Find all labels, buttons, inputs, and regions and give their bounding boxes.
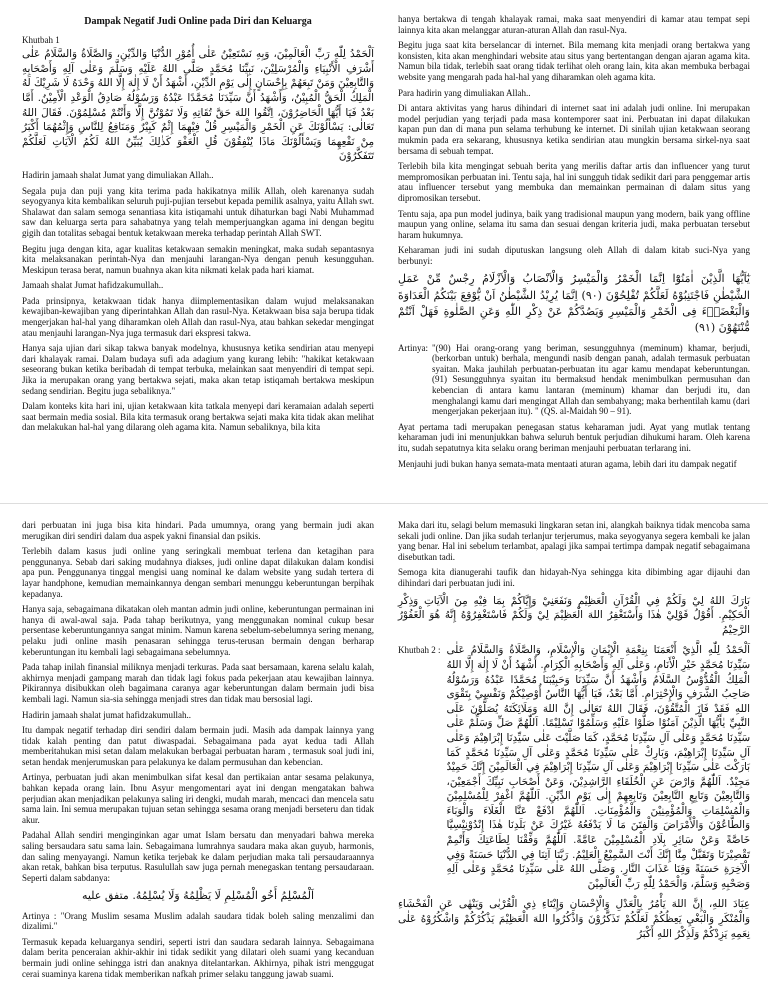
paragraph: Dalam konteks kita hari ini, ujian ketakwaan kita tatkala menyepi dari keramaian adalah seperti saat bermain media sosial. Bila kita termasuk orang bertakwa sejati maka kita tidak akan melihat dan melakukan hal-hal yang dilarang oleh agama kita. Namun sebaliknya, bila kita — [22, 401, 374, 433]
paragraph: Pada prinsipnya, ketakwaan tidak hanya diimplementasikan dalam wujud melaksanakan kewajiban-kewajiban yang diperintahkan Allah dan rasul-Nya. Ketakwaan bisa saja berupa tidak mengerjakan hal-hal yang diharamkan oleh Allah dan rasul-Nya, atau bahkan sekedar mengingat atau menjauhi larangan-Nya juga termasuk dari ekspresi takwa. — [22, 295, 374, 338]
paragraph: Menjauhi judi bukan hanya semata-mata mentaati aturan agama, lebih dari itu dampak negatif — [398, 458, 737, 469]
paragraph: Keharaman judi ini sudah diputuskan langsung oleh Allah di dalam kitab suci-Nya yang berbunyi: — [398, 245, 750, 266]
paragraph: Terlebih bila kita mengingat sebuah berita yang merilis daftar artis dan influencer yang turut mempromosikan perbuatan ini. Tentu saja, hal ini sungguh tidak sedikit dari para penggemar artis atau influencer tersebut yang membuka dan memainkan permainan di dalam situs yang dipromosikan tersebut. — [398, 161, 750, 203]
khutbah-1-label: Khutbah 1 — [22, 34, 60, 45]
paragraph: hanya bertakwa di tengah khalayak ramai, maka saat menyendiri di kamar atau tempat sepi lainnya kita akan melanggar aturan-aturan Allah dan rasul-Nya. — [398, 14, 750, 35]
page-1 — [0, 0, 768, 503]
khutbah-2-block — [398, 643, 750, 897]
paragraph: Begitu juga saat kita berselancar di internet. Bila memang kita menjadi orang bertakwa yang konsisten, kita akan menghindari website atau situs yang bertentangan dengan ajaran agama kita. Namun bila tidak, terlebih saat orang tidak terlihat oleh orang lain, kita akan membuka berbagai website yang mengarah pada hal-hal yang diharamkan oleh agama kita. — [398, 40, 750, 82]
arabic-opening: اَلْحَمْدُ لِلّٰهِ رَبِّ الْعَالَمِيْنَ، وَبِهِ نَسْتَعِيْنُ عَلٰى أُمُوْرِ الدُّنْيَا وَالدِّيْنِ، وَالصَّلَاةُ وَالسَّلَامُ عَلٰى أَشْرَفِ الْأَنْبِيَاءِ وَالْمُرْسَلِيْنَ، نَبِيِّنَا مُحَمَّدٍ صَلَّى اللهُ عَلَيْهِ وَسَلَّمَ وَعَلٰى آلِهِ وَأَصْحَابِهِ وَالتَّابِعِيْنَ وَمَنْ تَبِعَهُمْ بِإِحْسَانٍ إِلٰى يَوْمِ الدِّيْنِ، أَشْهَدُ أَنْ لَا إِلٰهَ إِلَّا اللهُ وَحْدَهُ لَا شَرِيْكَ لَهُ الْمَلِكُ الْحَقُّ الْمُبِيْنُ، وَأَشْهَدُ أَنَّ سَيِّدَنَا مُحَمَّدًا عَبْدُهُ وَرَسُوْلُهُ صَادِقُ الْوَعْدِ الْأَمِيْنُ. أَمَّا بَعْدُ فَيَا أَيُّهَا الْحَاضِرُوْنَ، اِتَّقُوا اللهَ حَقَّ تُقَاتِهِ وَلَا تَمُوْتُنَّ إِلَّا وَأَنْتُمْ مُسْلِمُوْنَ. فَقَالَ اللهُ تَعَالٰى: يَسْأَلُوْنَكَ عَنِ الْخَمْرِ وَالْمَيْسِرِ قُلْ فِيْهِمَا إِثْمٌ كَبِيْرٌ وَمَنَافِعُ لِلنَّاسِ وَإِثْمُهُمَا أَكْبَرُ مِنْ نَفْعِهِمَا وَيَسْأَلُوْنَكَ مَاذَا يُنْفِقُوْنَ قُلِ الْعَفْوَ كَذٰلِكَ يُبَيِّنُ اللهُ لَكُمُ الْآيَاتِ لَعَلَّكُمْ تَتَفَكَّرُوْنَ — [22, 48, 374, 163]
paragraph: Hadirin jamaah shalat jumat hafidzakumullah.. — [22, 709, 191, 720]
hadith-translation: Artinya : "Orang Muslim sesama Muslim adalah saudara tidak boleh saling menzalimi dan dizalimi." — [22, 910, 374, 932]
paragraph: Ayat pertama tadi merupakan penegasan status keharaman judi. Ayat yang mutlak tentang keharaman judi ini menunjukkan bahwa seluruh bentuk perjudian dihukumi haram. Oleh karena itu, sudah sepatutnya kita selaku orang beriman menjauhi perbuatan terlarang ini. — [398, 421, 750, 453]
translation-label: Artinya: — [398, 342, 428, 353]
paragraph: Hadirin jamaah shalat Jumat yang dimuliakan Allah.. — [22, 169, 214, 180]
paragraph: Terlebih dalam kasus judi online yang seringkali membuat terlena dan ketagihan para penggunanya. Sebab dari saking mudahnya diakses, judi online dapat dilakukan dalam kondisi apa pun. Penggunanya tinggal mengisi uang nominal ke dalam website yang sudah tertera di layar handphone, kemudian memainkannya dengan sembari menunggu keberuntungan berpihak kepadanya. — [22, 546, 374, 599]
khutbah-2-label: Khutbah 2 : — [398, 645, 441, 656]
paragraph: Padahal Allah sendiri menginginkan agar umat Islam bersatu dan menyadari bahwa mereka saling bersaudara satu sama lain. Sebagaimana lumrahnya saudara maka akan guyub, harmonis, dan saling menyayangi. Namun ketika terjebak ke dalam perjudian maka tali persaudaraannya akan retak, bahkan bisa terputus. Rasulullah saw juga pernah menegaskan tentang persaudaraan. Seperti dalam sabdanya: — [22, 830, 374, 883]
arabic-quran-verse: يٰٓاَيُّهَا الَّذِيْنَ اٰمَنُوْٓا اِنَّمَا الْخَمْرُ وَالْمَيْسِرُ وَالْاَنْصَابُ وَالْاَزْلَامُ رِجْسٌ مِّنْ عَمَلِ الشَّيْطٰنِ فَاجْتَنِبُوْهُ لَعَلَّكُمْ تُفْلِحُوْنَ (٩٠) اِنَّمَا يُرِيْدُ الشَّيْطٰنُ اَنْ يُّوْقِعَ بَيْنَكُمُ الْعَدَاوَةَ وَالْبَغْضَاۤءَ فِى الْخَمْرِ وَالْمَيْسِرِ وَيَصُدَّكُمْ عَنْ ذِكْرِ اللّٰهِ وَعَنِ الصَّلٰوةِ فَهَلْ اَنْتُمْ مُّنْتَهُوْنَ (٩١) — [398, 272, 750, 335]
paragraph: Pada tahap inilah finansial miliknya menjadi terkuras. Pada saat bersamaan, karena selalu kalah, akhirnya menjadi gampang marah dan tidak lagi fokus pada pekerjaan atau kewajiban lainnya. Pikirannya disibukkan oleh bagaimana caranya agar keberuntungan dalam bermain judi bisa kembali lagi. Namun sia-sia sehingga menjadi stres dan tidak mau bersosial lagi. — [22, 662, 374, 704]
paragraph: Hanya saja ujian dari sikap takwa banyak modelnya, khususnya ketika sendirian atau menyepi dari khalayak ramai. Dalam budaya sufi ada adagium yang kurang lebih: "hakikat ketakwaan seseorang bukan ketika beribadah di tempat terbuka, melainkan saat menyendiri di tempat sepi. Jika ia merupakan orang yang bertakwa sejati, maka akan tetap istiqamah bertakwa meskipun sedang sendirian. Begitu juga sebaliknya." — [22, 343, 374, 396]
paragraph: dari perbuatan ini juga bisa kita hindari. Pada umumnya, orang yang bermain judi akan merugikan diri sendiri dalam dua aspek yakni finansial dan psikis. — [22, 520, 374, 541]
arabic-khutbah-2: اَلْحَمْدُ لِلّٰهِ الَّذِيْ أَنْعَمَنَا بِنِعْمَةِ الْإِيْمَانِ وَالْإِسْلَامِ، وَالصَّلَاةُ وَالسَّلَامُ عَلٰى سَيِّدِنَا مُحَمَّدٍ خَيْرِ الْأَنَامِ، وَعَلٰى آلِهِ وَأَصْحَابِهِ الْكِرَامِ. أَشْهَدُ أَنْ لَا إِلٰهَ إِلَّا اللهُ الْمَلِكُ الْقُدُّوْسُ السَّلَامُ وَأَشْهَدُ أَنَّ سَيِّدَنَا وَحَبِيْبَنَا مُحَمَّدًا عَبْدُهُ وَرَسُوْلُهُ صَاحِبُ الشَّرَفِ وَالْإِحْتِرَامِ. أَمَّا بَعْدُ، فَيَا أَيُّهَا النَّاسُ أُوْصِيْكُمْ وَنَفْسِيْ بِتَقْوَى اللهِ فَقَدْ فَازَ الْمُتَّقُوْنَ، فَقَالَ اللهُ تَعَالٰى إِنَّ اللهَ وَمَلَائِكَتَهُ يُصَلُّوْنَ عَلَى النَّبِيِّ يٰأَيُّهَا الَّذِيْنَ آمَنُوْا صَلُّوْا عَلَيْهِ وَسَلِّمُوْا تَسْلِيْمًا. اَللّٰهُمَّ صَلِّ وَسَلِّمْ عَلٰى سَيِّدِنَا مُحَمَّدٍ وَعَلٰى آلِ سَيِّدِنَا مُحَمَّدٍ، كَمَا صَلَّيْتَ عَلٰى سَيِّدِنَا إِبْرَاهِيْمَ وَعَلٰى آلِ سَيِّدِنَا إِبْرَاهِيْمَ، وَبَارِكْ عَلٰى سَيِّدِنَا مُحَمَّدٍ وَعَلٰى آلِ سَيِّدِنَا مُحَمَّدٍ كَمَا بَارَكْتَ عَلٰى سَيِّدِنَا إِبْرَاهِيْمَ وَعَلٰى آلِ سَيِّدِنَا إِبْرَاهِيْمَ فِي الْعَالَمِيْنَ إِنَّكَ حَمِيْدٌ مَجِيْدٌ. اَللّٰهُمَّ وَارْضَ عَنِ الْخُلَفَاءِ الرَّاشِدِيْنَ، وَعَنْ أَصْحَابِ نَبِيِّكَ أَجْمَعِيْنَ، وَالتَّابِعِيْنَ وَتَابِعِ التَّابِعِيْنَ وَتَابِعِهِمْ إِلٰى يَوْمِ الدِّيْنِ. اَللّٰهُمَّ اغْفِرْ لِلْمُسْلِمِيْنَ وَالْمُسْلِمَاتِ وَالْمُؤْمِنِيْنَ وَالْمُؤْمِنَاتِ. اَللّٰهُمَّ ادْفَعْ عَنَّا الْغَلَاءَ وَالْوَبَاءَ وَالطَّاعُوْنَ وَالْأَمْرَاضَ وَالْفِتَنَ مَا لَا يَدْفَعُهُ غَيْرُكَ عَنْ بَلَدِنَا هٰذَا إِنْدُوْنِيْسِيَّا خَاصَّةً وَعَنْ سَائِرِ بِلَادِ الْمُسْلِمِيْنَ عَامَّةً. اَللّٰهُمَّ وَفِّقْنَا لِطَاعَتِكَ وَأَتْمِمْ تَقْصِيْرَنَا وَتَقَبَّلْ مِنَّا إِنَّكَ أَنْتَ السَّمِيْعُ الْعَلِيْمُ. رَبَّنَا آتِنَا فِي الدُّنْيَا حَسَنَةً وَفِي الْآخِرَةِ حَسَنَةً وَقِنَا عَذَابَ النَّارِ. وَصَلَّى اللهُ عَلٰى سَيِّدِنَا مُحَمَّدٍ وَعَلٰى آلِهِ وَصَحْبِهِ وَسَلَّمَ، وَالْحَمْدُ لِلّٰهِ رَبِّ الْعَالَمِيْنَ — [446, 644, 750, 890]
page2-left-column — [22, 520, 374, 984]
paragraph: Hanya saja, sebagaimana dikatakan oleh mantan admin judi online, keberuntungan permainan ini hanya di awal-awal saja. Pada tahap berikutnya, yang menggunakan nominal cukup besar persentase keberuntungannya sangat minim. Namun karena sebelum-sebelumnya sering menang, pelaku judi online masih penasaran sehingga terus-terusan bermain dengan berharap keberuntungan itu kembali lagi sebagaimana sebelumnya. — [22, 604, 374, 657]
page1-left-column — [22, 14, 374, 438]
paragraph: Begitu juga dengan kita, agar kualitas ketakwaan semakin meningkat, maka sudah sepantasnya kita melaksanakan perintah-Nya dan menjauhi larangan-Nya dengan penuh kesungguhan. Meskipun terasa berat, namun buahnya akan kita nikmati kelak pada hari kiamat. — [22, 243, 374, 275]
arabic-hadith: اَلْمُسْلِمُ أَخُو الْمُسْلِمِ لَا يَظْلِمُهُ وَلَا يُسْلِمُهُ. متفق عليه — [81, 889, 315, 903]
paragraph: Maka dari itu, selagi belum memasuki lingkaran setan ini, alangkah baiknya tidak mencoba sama sekali judi online. Dan jika sudah terlanjur terjerumus, maka seyogyanya segera kembali ke jalan yang benar. Hal ini sebelum terlambat, apalagi jika sampai tertimpa dampak negatif sebagaimana disebutkan tadi. — [398, 520, 750, 562]
paragraph: Artinya, perbuatan judi akan menimbulkan sifat kesal dan pertikaian antar sesama pelakunya, bahkan kepada orang lain. Ibnu Asyur mengomentari ayat ini dengan mengatakan bahwa perjudian akan menjadikan pelakunya saling iri dengki, mudah marah, mencaci dan mencela satu sama lain. Ini semua merupakan tujuan setan sehingga sesama orang menjadi berseteru dan tidak akur. — [22, 772, 374, 825]
arabic-closing-khutbah-1: بَارَكَ اللهُ لِيْ وَلَكُمْ فِي الْقُرْآنِ الْعَظِيْمِ وَنَفَعَنِيْ وَإِيَّاكُمْ بِمَا فِيْهِ مِنَ الْآيَاتِ وَذِكْرِ الْحَكِيْمِ. أَقُوْلُ قَوْلِيْ هٰذَا وَأَسْتَغْفِرُ اللهَ الْعَظِيْمَ لِيْ وَلَكُمْ فَاسْتَغْفِرُوْهُ إِنَّهُ هُوَ الْغَفُوْرُ الرَّحِيْمُ — [398, 594, 750, 636]
paragraph: Itu dampak negatif terhadap diri sendiri dalam bermain judi. Masih ada dampak lainnya yang tidak kalah penting dan patut diwaspadai. Sebagaimana pada ayat kedua tadi Allah memberitahukan misi setan dalam melakukan berbagai perbuatan haram , termasuk soal judi ini, setan hendak menjerumuskan para pelakunya ke dalam permusuhan dan kebencian. — [22, 725, 374, 767]
paragraph: Segala puja dan puji yang kita terima pada hakikatnya milik Allah, oleh karenanya sudah seyogyanya kita kembalikan seluruh puji-pujian tersebut kepada pemilik asalnya, yaitu Allah swt. Shalawat dan salam semoga senantiasa kita istiqamahi untuk dihaturkan bagi Nabi Muhammad saw dan keluarga serta para sahabatnya yang telah memperjuangkan agama ini dengan begitu gigih dan totalitas sebagai bentuk ketakwaan mereka terhadap perintah Allah SWT. — [22, 185, 374, 238]
paragraph: Di antara aktivitas yang harus dihindari di internet saat ini adalah judi online. Ini merupakan model perjudian yang terjadi pada masa kontemporer saat ini. Perbuatan ini dapat dilakukan kapan pun dan di mana pun selama terhubung ke internet. Di sinilah ujian ketakwaan seorang mukmin pada era sekarang, khususnya ketika sendirian atau mungkin bersama sirkel-nya saat bersama di sebuah tempat. — [398, 103, 750, 156]
paragraph: Para hadirin yang dimuliakan Allah.. — [398, 87, 531, 98]
paragraph: Semoga kita dianugerahi taufik dan hidayah-Nya sehingga kita dibimbing agar dijauhi dan dihindari dari perbuatan judi ini. — [398, 567, 750, 588]
paragraph: Termasuk kepada keluarganya sendiri, seperti istri dan saudara sedarah lainnya. Sebagaimana dalam berita penceraian akhir-akhir ini tidak sedikit yang dilatari oleh suami yang kecanduan bermain judi online sehingga istri dan anaknya ditelantarkan. Akhirnya, pihak istri menggugat cerai suaminya karena tidak memberikan nafkah primer selaku tanggung jawab suami. — [22, 936, 374, 979]
page2-right-column — [398, 520, 750, 947]
page1-right-column — [398, 14, 750, 474]
arabic-closing-khutbah-2: عِبَادَ اللهِ، إِنَّ اللهَ يَأْمُرُ بِالْعَدْلِ وَالْإِحْسَانِ وَإِيْتَاءِ ذِي الْقُرْبٰى وَيَنْهٰى عَنِ الْفَحْشَاءِ وَالْمُنْكَرِ وَالْبَغْيِ يَعِظُكُمْ لَعَلَّكُمْ تَذَكَّرُوْنَ وَاذْكُرُوا اللهَ الْعَظِيْمَ يَذْكُرْكُمْ وَاشْكُرُوْهُ عَلٰى نِعَمِهِ يَزِدْكُمْ وَلَذِكْرُ اللهِ أَكْبَرُ — [398, 898, 750, 940]
paragraph: Tentu saja, apa pun model judinya, baik yang tradisional maupun yang modern, baik yang offline maupun yang online, selama itu sama dan sesuai dengan kriteria judi, maka perbuatan tersebut haram hukumnya. — [398, 208, 750, 240]
page-2 — [0, 503, 768, 1007]
translation-text: "(90) Hai orang-orang yang beriman, sesungguhnya (meminum) khamar, berjudi, (berkorban untuk) berhala, mengundi nasib dengan panah, adalah termasuk perbuatan syaitan. Maka jauhilah perbuatan-perbuatan itu agar kamu mendapat keberuntungan. (91) Sesungguhnya syaitan itu bermaksud hendak menimbulkan permusuhan dan kebencian di antara kamu lantaran (meminum) khamar dan berjudi itu, dan menghalangi kamu dari mengingat Allah dan sembahyang; maka berhentilah kamu (dari mengerjakan pekerjaan itu). " (QS. al-Maidah 90 – 91). — [432, 342, 750, 417]
verse-translation — [398, 343, 750, 417]
paragraph: Jamaah shalat Jumat hafidzakumullah.. — [22, 280, 164, 291]
document-title: Dampak Negatif Judi Online pada Diri dan Keluarga — [84, 16, 312, 27]
